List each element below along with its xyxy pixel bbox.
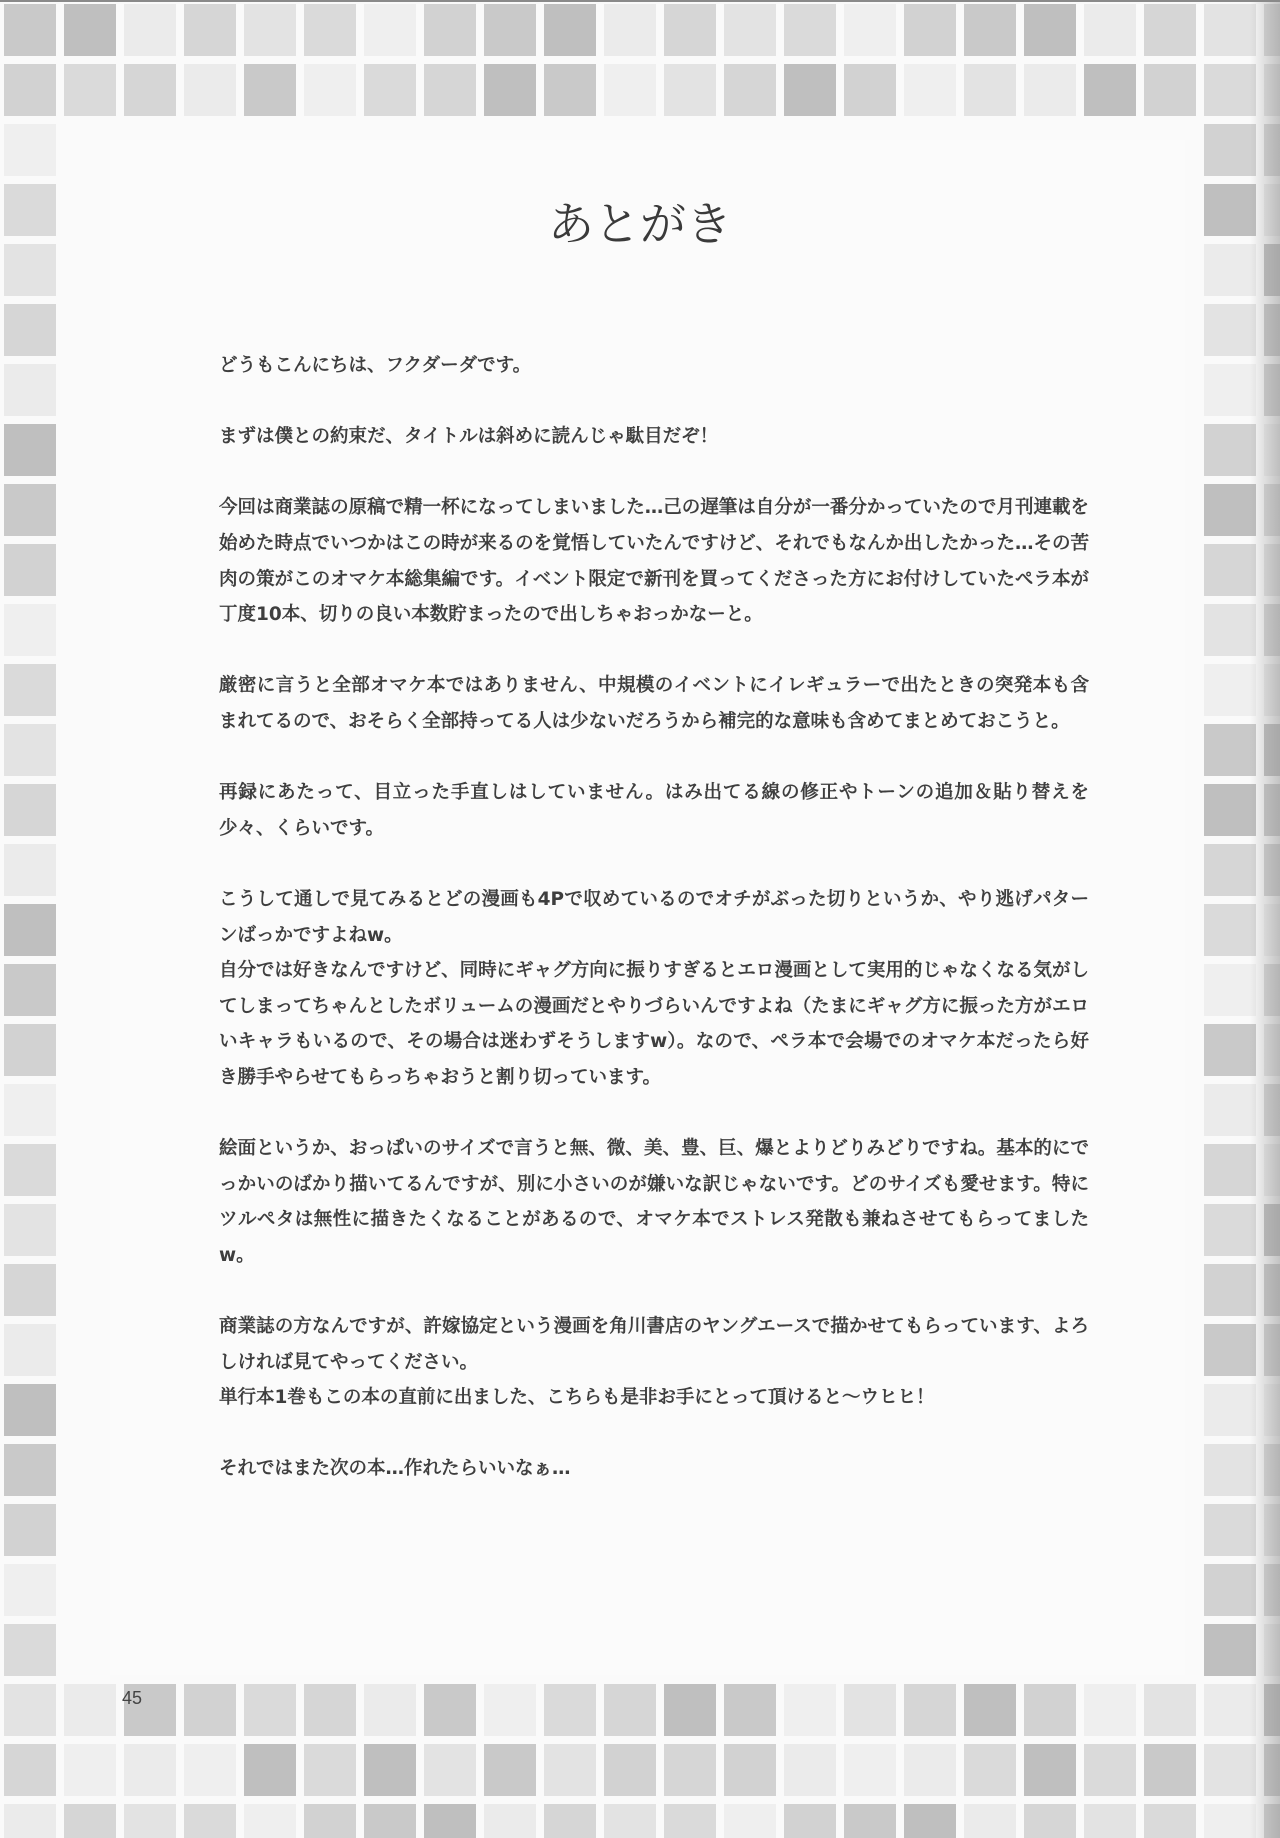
- border-tile: [1144, 1684, 1196, 1736]
- border-tile: [1144, 64, 1196, 116]
- border-tile: [844, 1804, 896, 1838]
- border-tile: [1204, 724, 1256, 776]
- border-tile: [1204, 844, 1256, 896]
- border-tile: [1204, 124, 1256, 176]
- border-tile: [364, 1804, 416, 1838]
- border-tile: [1204, 1564, 1256, 1616]
- border-tile: [604, 64, 656, 116]
- border-tile: [1204, 1624, 1256, 1676]
- border-tile: [4, 424, 56, 476]
- border-tile: [484, 1684, 536, 1736]
- paragraph-gag-style: こうして通しで見てみるとどの漫画も4Pで収めているのでオチがぶった切りというか、やり逃げパターンばっかですよねw。 自分では好きなんですけど、同時にギャグ方向に振りすぎるとエロ漫画として実用的じゃなくなる気がしてしまってちゃんとしたボリュームの漫画だとやりづらいんですよね（たまにギャグ方に振った方がエロいキャラもいるので、その場合は迷わずそうしますw）。なので、ペラ本で会場でのオマケ本だったら好き勝手やらせてもらっちゃおうと割り切っています。: [219, 888, 1089, 1088]
- border-tile: [1024, 1804, 1076, 1838]
- border-tile: [784, 1684, 836, 1736]
- border-tile: [1204, 664, 1256, 716]
- border-tile: [4, 484, 56, 536]
- paragraph-contents: 厳密に言うと全部オマケ本ではありません、中規模のイベントにイレギュラーで出たときの突発本も含まれてるので、おそらく全部持ってる人は少ないだろうから補完的な意味も含めてまとめておこうと。: [219, 675, 1089, 732]
- border-tile: [4, 1564, 56, 1616]
- border-tile: [1144, 1804, 1196, 1838]
- border-tile: [664, 4, 716, 56]
- border-tile: [364, 1744, 416, 1796]
- border-tile: [544, 64, 596, 116]
- afterword-body: [219, 348, 1089, 1523]
- border-tile: [544, 4, 596, 56]
- paragraph-greeting: どうもこんにちは、フクダーダです。: [219, 355, 532, 376]
- border-tile: [4, 1324, 56, 1376]
- border-tile: [124, 1804, 176, 1838]
- border-tile: [1204, 364, 1256, 416]
- border-tile: [424, 1744, 476, 1796]
- border-tile: [484, 64, 536, 116]
- border-tile: [664, 1744, 716, 1796]
- border-tile: [1204, 1204, 1256, 1256]
- border-tile: [1204, 904, 1256, 956]
- border-tile: [1024, 1744, 1076, 1796]
- border-tile: [4, 1084, 56, 1136]
- border-tile: [1084, 4, 1136, 56]
- border-tile: [4, 664, 56, 716]
- border-tile: [1204, 1324, 1256, 1376]
- border-tile: [4, 64, 56, 116]
- border-tile: [244, 64, 296, 116]
- border-tile: [1084, 1744, 1136, 1796]
- border-tile: [964, 64, 1016, 116]
- border-tile: [484, 4, 536, 56]
- border-tile: [1204, 544, 1256, 596]
- border-tile: [964, 1744, 1016, 1796]
- border-tile: [1204, 1444, 1256, 1496]
- border-tile: [904, 4, 956, 56]
- border-tile: [424, 1804, 476, 1838]
- border-tile: [1204, 64, 1256, 116]
- border-tile: [604, 1684, 656, 1736]
- border-tile: [64, 4, 116, 56]
- border-tile: [244, 4, 296, 56]
- border-tile: [1024, 64, 1076, 116]
- border-tile: [724, 1804, 776, 1838]
- border-tile: [1204, 1084, 1256, 1136]
- border-tile: [4, 1384, 56, 1436]
- border-tile: [904, 1684, 956, 1736]
- border-tile: [544, 1804, 596, 1838]
- border-tile: [364, 1684, 416, 1736]
- border-tile: [1204, 1264, 1256, 1316]
- border-tile: [4, 124, 56, 176]
- border-tile: [1204, 964, 1256, 1016]
- border-tile: [424, 1684, 476, 1736]
- page-number: 45: [122, 1688, 143, 1708]
- border-tile: [4, 364, 56, 416]
- border-tile: [1204, 1744, 1256, 1796]
- border-tile: [4, 964, 56, 1016]
- border-tile: [64, 1684, 116, 1736]
- paragraph-commercial: 商業誌の方なんですが、許嫁協定という漫画を角川書店のヤングエースで描かせてもらっています、よろしければ見てやってください。 単行本1巻もこの本の直前に出ました、こちらも是非お手にとって頂けると～ウヒヒ！: [219, 1316, 1089, 1409]
- paragraph-sizes: 絵面というか、おっぱいのサイズで言うと無、微、美、豊、巨、爆とよりどりみどりですね。基本的にでっかいのばかり描いてるんですが、別に小さいのが嫌いな訳じゃないです。どのサイズも愛せます。特にツルペタは無性に描きたくなることがあるので、オマケ本でストレス発散も兼ねさせてもらってましたw。: [219, 1138, 1089, 1266]
- border-tile: [964, 4, 1016, 56]
- border-tile: [1204, 1144, 1256, 1196]
- border-tile: [304, 1684, 356, 1736]
- border-tile: [4, 1684, 56, 1736]
- border-tile: [1204, 784, 1256, 836]
- border-tile: [304, 1744, 356, 1796]
- border-tile: [604, 1804, 656, 1838]
- top-edge-line: [0, 0, 1280, 2]
- border-tile: [124, 64, 176, 116]
- border-tile: [4, 1204, 56, 1256]
- border-tile: [4, 844, 56, 896]
- border-tile: [4, 604, 56, 656]
- border-tile: [304, 4, 356, 56]
- border-tile: [784, 1804, 836, 1838]
- border-tile: [1204, 1504, 1256, 1556]
- border-tile: [244, 1804, 296, 1838]
- border-tile: [484, 1804, 536, 1838]
- border-tile: [724, 4, 776, 56]
- border-tile: [844, 64, 896, 116]
- border-tile: [1204, 1384, 1256, 1436]
- border-tile: [1204, 1804, 1256, 1838]
- border-tile: [1204, 1024, 1256, 1076]
- border-tile: [1144, 4, 1196, 56]
- border-tile: [184, 4, 236, 56]
- border-tile: [1084, 1804, 1136, 1838]
- border-tile: [364, 4, 416, 56]
- page-title: あとがき: [548, 197, 732, 251]
- border-tile: [904, 64, 956, 116]
- border-tile: [784, 64, 836, 116]
- border-tile: [1204, 484, 1256, 536]
- border-tile: [544, 1744, 596, 1796]
- border-tile: [664, 64, 716, 116]
- border-tile: [64, 1744, 116, 1796]
- border-tile: [4, 544, 56, 596]
- border-tile: [4, 304, 56, 356]
- paragraph-title-note: まずは僕との約束だ、タイトルは斜めに読んじゃ駄目だぞ！: [219, 426, 719, 448]
- border-tile: [4, 1444, 56, 1496]
- border-tile: [724, 1744, 776, 1796]
- border-tile: [904, 1744, 956, 1796]
- border-tile: [1204, 4, 1256, 56]
- border-tile: [1084, 1684, 1136, 1736]
- border-tile: [784, 1744, 836, 1796]
- border-tile: [844, 1744, 896, 1796]
- page-spine-shadow: [1250, 0, 1280, 1838]
- border-tile: [4, 784, 56, 836]
- border-tile: [124, 1744, 176, 1796]
- border-tile: [184, 1804, 236, 1838]
- border-tile: [784, 4, 836, 56]
- border-tile: [964, 1804, 1016, 1838]
- border-tile: [364, 64, 416, 116]
- border-tile: [604, 4, 656, 56]
- border-tile: [4, 1624, 56, 1676]
- border-tile: [1204, 424, 1256, 476]
- border-tile: [844, 4, 896, 56]
- border-tile: [664, 1804, 716, 1838]
- border-tile: [4, 1024, 56, 1076]
- border-tile: [4, 1744, 56, 1796]
- border-tile: [724, 64, 776, 116]
- border-tile: [424, 4, 476, 56]
- paragraph-collection: 今回は商業誌の原稿で精一杯になってしまいました…己の遅筆は自分が一番分かっていたので月刊連載を始めた時点でいつかはこの時が来るのを覚悟していたんですけど、それでもなんか出したかった…その苦肉の策がこのオマケ本総集編です。イベント限定で新刊を買ってくださった方にお付けしていたペラ本が丁度10本、切りの良い本数貯まったので出しちゃおっかなーと。: [219, 497, 1089, 626]
- border-tile: [1084, 64, 1136, 116]
- border-tile: [244, 1684, 296, 1736]
- border-tile: [184, 1744, 236, 1796]
- border-tile: [244, 1744, 296, 1796]
- border-tile: [64, 64, 116, 116]
- border-tile: [4, 1804, 56, 1838]
- border-tile: [724, 1684, 776, 1736]
- border-tile: [4, 1504, 56, 1556]
- border-tile: [4, 1264, 56, 1316]
- border-tile: [1024, 4, 1076, 56]
- border-tile: [304, 1804, 356, 1838]
- border-tile: [544, 1684, 596, 1736]
- border-tile: [664, 1684, 716, 1736]
- border-tile: [184, 1684, 236, 1736]
- paragraph-revisions: 再録にあたって、目立った手直しはしていません。はみ出てる線の修正やトーンの追加＆貼り替えを少々、くらいです。: [219, 782, 1089, 839]
- border-tile: [304, 64, 356, 116]
- border-tile: [844, 1684, 896, 1736]
- border-tile: [184, 64, 236, 116]
- border-tile: [1204, 304, 1256, 356]
- border-tile: [64, 1804, 116, 1838]
- border-tile: [4, 4, 56, 56]
- border-tile: [1024, 1684, 1076, 1736]
- border-tile: [4, 724, 56, 776]
- border-tile: [124, 4, 176, 56]
- border-tile: [424, 64, 476, 116]
- border-tile: [1144, 1744, 1196, 1796]
- border-tile: [604, 1744, 656, 1796]
- border-tile: [964, 1684, 1016, 1736]
- border-tile: [904, 1804, 956, 1838]
- border-tile: [1204, 1684, 1256, 1736]
- paragraph-closing: それではまた次の本…作れたらいいなぁ…: [219, 1458, 571, 1480]
- border-tile: [4, 1144, 56, 1196]
- border-tile: [4, 904, 56, 956]
- border-tile: [484, 1744, 536, 1796]
- border-tile: [1204, 604, 1256, 656]
